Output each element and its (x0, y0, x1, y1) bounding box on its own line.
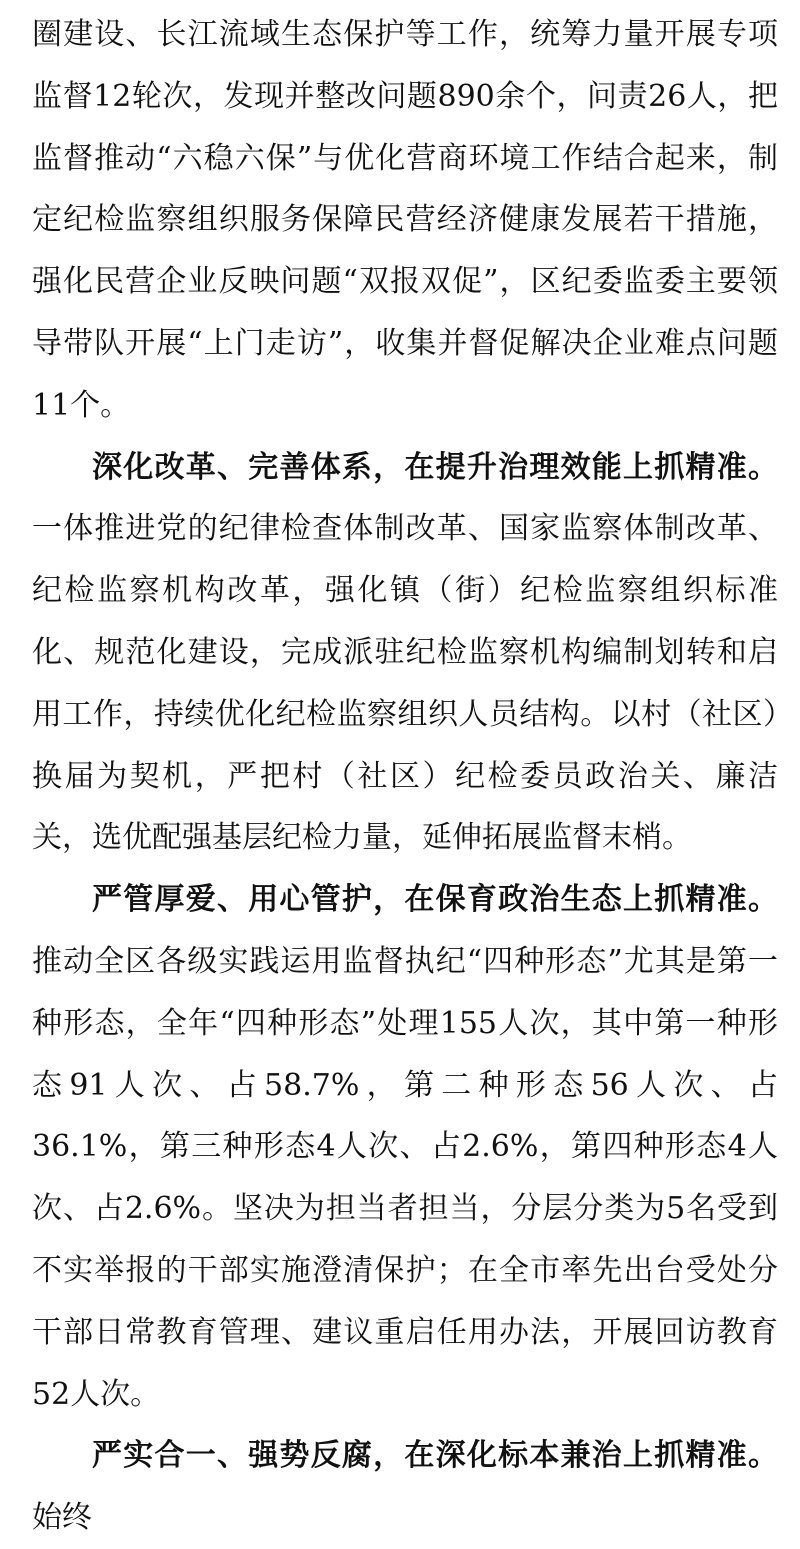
paragraph-reform (32, 437, 778, 870)
paragraph-heading: 严实合一、强势反腐，在深化标本兼治上抓精准。 (92, 1438, 778, 1474)
paragraph-continuation (32, 4, 778, 437)
paragraph-ecology (32, 869, 778, 1425)
paragraph-heading: 严管厚爱、用心管护，在保育政治生态上抓精准。 (92, 882, 778, 918)
paragraph-body: 一体推进党的纪律检查体制改革、国家监察体制改革、纪检监察机构改革，强化镇（街）纪检监察组织标准化、规范化建设，完成派驻纪检监察机构编制划转和启用工作，持续优化纪检监察组织人员结构。以村（社区）换届为契机，严把村（社区）纪检委员政治关、廉洁关，选优配强基层纪检力量，延伸拓展监督末梢。 (32, 511, 778, 856)
paragraph-heading: 深化改革、完善体系，在提升治理效能上抓精准。 (92, 449, 778, 485)
paragraph-body: 推动全区各级实践运用监督执纪“四种形态”尤其是第一种形态，全年“四种形态”处理155人次，其中第一种形态91人次、占58.7%，第二种形态56人次、占36.1%，第三种形态4人次、占2.6%，第四种形态4人次、占2.6%。坚决为担当者担当，分层分类为5名受到不实举报的干部实施澄清保护；在全市率先出台受处分干部日常教育管理、建议重启任用办法，开展回访教育52人次。 (32, 943, 778, 1412)
paragraph-anticorruption (32, 1425, 778, 1549)
paragraph-body: 圈建设、长江流域生态保护等工作，统筹力量开展专项监督12轮次，发现并整改问题890余个，问责26人，把监督推动“六稳六保”与优化营商环境工作结合起来，制定纪检监察组织服务保障民营经济健康发展若干措施，强化民营企业反映问题“双报双促”，区纪委监委主要领导带队开展“上门走访”，收集并督促解决企业难点问题11个。 (32, 17, 778, 423)
paragraph-body: 始终 (32, 1500, 92, 1536)
